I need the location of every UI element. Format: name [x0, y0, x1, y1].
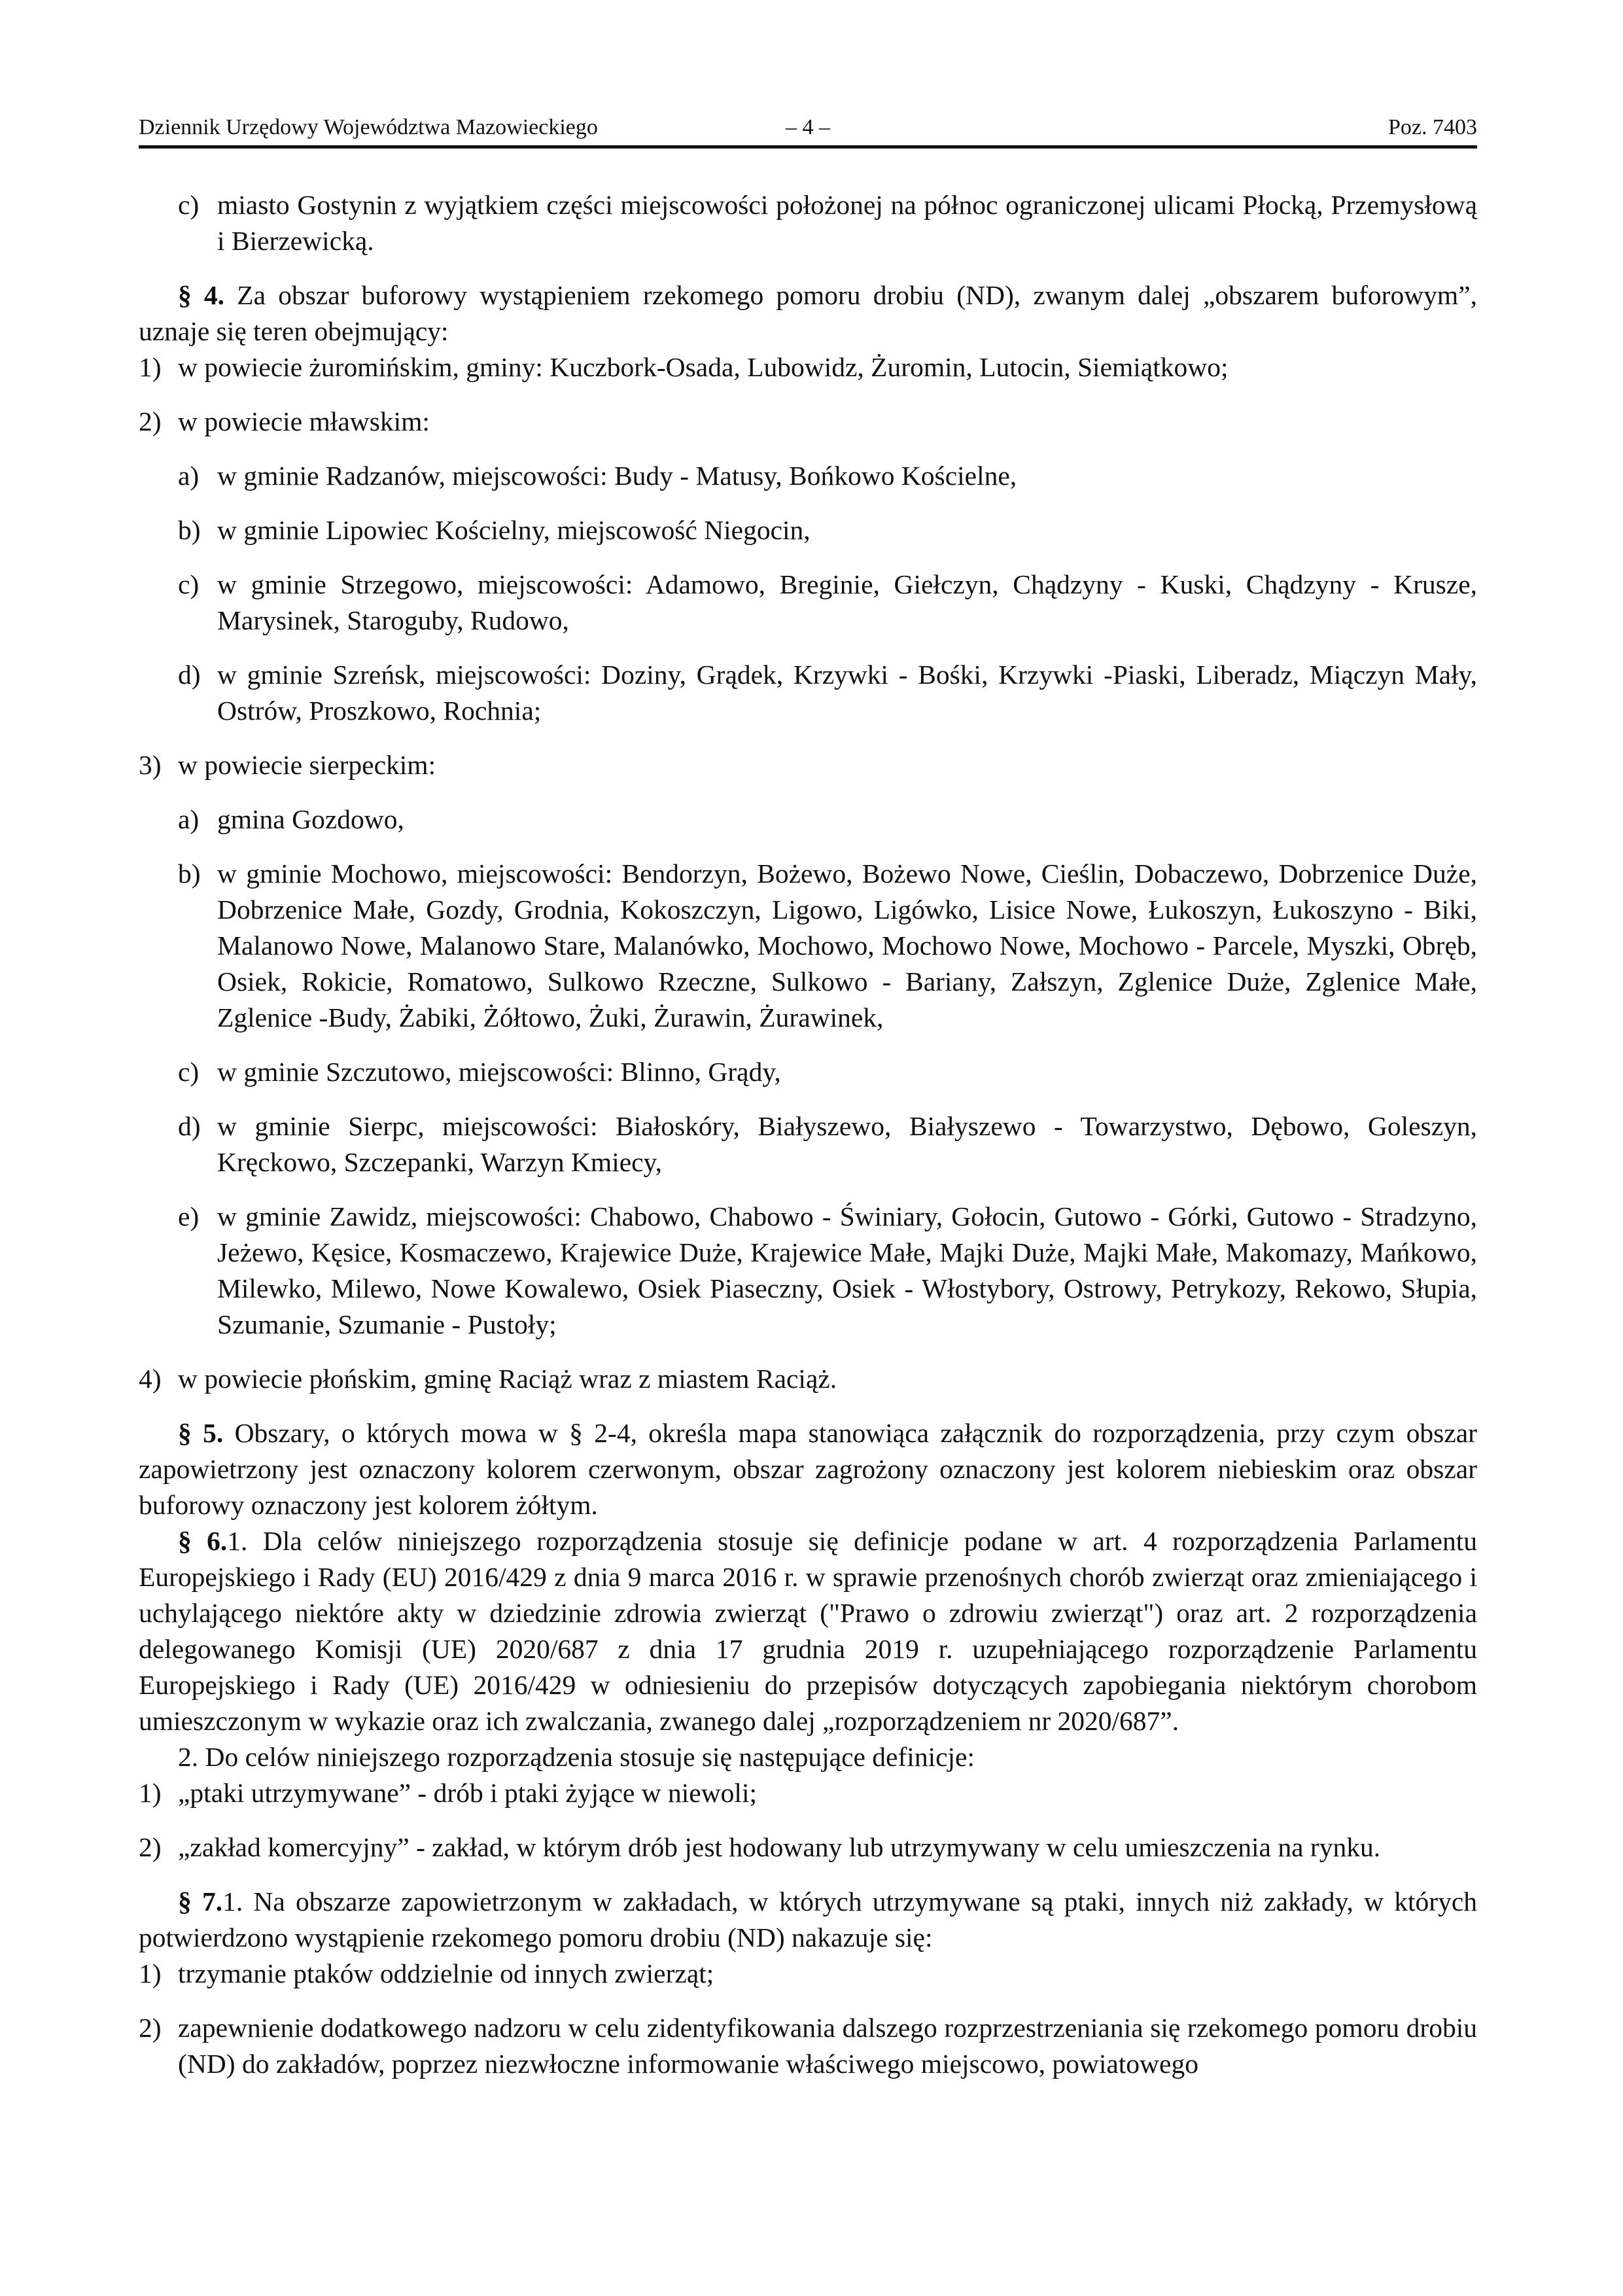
list-item-text: w gminie Radzanów, miejscowości: Budy - Matusy, Bońkowo Kościelne,	[217, 461, 1017, 491]
list-item	[139, 2010, 1477, 2082]
list-item-text: w powiecie sierpeckim:	[178, 750, 436, 780]
list-item-label: a)	[178, 461, 200, 491]
document-body	[139, 187, 1477, 2100]
list-item-text: gmina Gozdowo,	[217, 804, 404, 834]
list-item-text: w powiecie płońskim, gminę Raciąż wraz z miastem Raciąż.	[178, 1364, 837, 1394]
paragraph-s5	[139, 1415, 1477, 1523]
list-item-text: „ptaki utrzymywane” - drób i ptaki żyjące w niewoli;	[178, 1778, 758, 1808]
list-item-label: 2)	[139, 1832, 162, 1862]
list-item-label: a)	[178, 804, 200, 834]
paragraph-s6	[139, 1523, 1477, 1739]
paragraph-s4	[139, 277, 1477, 349]
list-item	[139, 567, 1477, 639]
list-item-text: w powiecie mławskim:	[178, 406, 430, 436]
list-item-label: 1)	[139, 352, 162, 382]
list-item-text: „zakład komercyjny” - zakład, w którym drób jest hodowany lub utrzymywany w celu umieszczenia na rynku.	[178, 1832, 1381, 1862]
list-item-label: c)	[178, 190, 200, 220]
page-number: – 4 –	[786, 115, 830, 139]
list-item-text: w gminie Szreńsk, miejscowości: Doziny, Grądek, Krzywki - Bośki, Krzywki -Piaski, Liberadz, Miączyn Mały, Ostrów, Proszkowo, Rochnia;	[217, 660, 1477, 726]
list-item-text: trzymanie ptaków oddzielnie od innych zwierząt;	[178, 1958, 714, 1988]
list-item-text: w gminie Sierpc, miejscowości: Białoskóry, Białyszewo, Białyszewo - Towarzystwo, Dębowo, Goleszyn, Kręckowo, Szczepanki, Warzyn Kmiecy,	[217, 1111, 1477, 1177]
list-item	[139, 856, 1477, 1036]
list-item	[139, 187, 1477, 259]
list-item	[139, 404, 1477, 440]
paragraph-s6-2: 2. Do celów niniejszego rozporządzenia stosuje się następujące definicje:	[178, 1742, 975, 1772]
list-item-label: e)	[178, 1201, 200, 1231]
list-item-label: b)	[178, 515, 201, 545]
list-item	[139, 802, 1477, 838]
list-item-label: d)	[178, 1111, 201, 1141]
page-header	[139, 110, 1477, 149]
section-mark: § 7.	[178, 1886, 223, 1916]
journal-title: Dziennik Urzędowy Województwa Mazowieckiego	[139, 115, 598, 139]
list-item	[139, 1956, 1477, 1992]
list-item	[139, 1361, 1477, 1397]
list-item	[139, 458, 1477, 494]
list-item	[139, 1054, 1477, 1090]
list-item	[139, 512, 1477, 548]
list-item-label: 1)	[139, 1778, 162, 1808]
list-item-text: w gminie Lipowiec Kościelny, miejscowość Niegocin,	[217, 515, 811, 545]
list-item-text: w powiecie żuromińskim, gminy: Kuczbork-Osada, Lubowidz, Żuromin, Lutocin, Siemiątkowo;	[178, 352, 1229, 382]
list-item	[139, 1108, 1477, 1180]
paragraph-s7	[139, 1884, 1477, 1956]
list-item-label: d)	[178, 660, 201, 690]
list-item	[139, 1199, 1477, 1343]
list-item	[139, 1775, 1477, 1811]
list-item-label: 1)	[139, 1958, 162, 1988]
position-number: Poz. 7403	[1388, 115, 1477, 139]
section-text: 1. Dla celów niniejszego rozporządzenia stosuje się definicje podane w art. 4 rozporządzenia Parlamentu Europejskiego i Rady (EU) 2016/429 z dnia 9 marca 2016 r. w sprawie przenośnych chorób zwierząt oraz zmieniającego i uchylającego niektóre akty w dziedzinie zdrowia zwierząt ("Prawo o zdrowiu zwierząt") oraz art. 2 rozporządzenia delegowanego Komisji (UE) 2020/687 z dnia 17 grudnia 2019 r. uzupełniającego rozporządzenie Parlamentu Europejskiego i Rady (UE) 2016/429 w odniesieniu do przepisów dotyczących zapobiegania niektórym chorobom umieszczonym w wykazie oraz ich zwalczania, zwanego dalej „rozporządzeniem nr 2020/687”.	[139, 1526, 1477, 1736]
list-item-label: c)	[178, 569, 200, 599]
section-text: Za obszar buforowy wystąpieniem rzekomego pomoru drobiu (ND), zwanym dalej „obszarem buforowym”, uznaje się teren obejmujący:	[139, 280, 1477, 346]
list-item-label: 3)	[139, 750, 162, 780]
section-text: 1. Na obszarze zapowietrzonym w zakładach, w których utrzymywane są ptaki, innych niż zakłady, w których potwierdzono wystąpienie rzekomego pomoru drobiu (ND) nakazuje się:	[139, 1886, 1478, 1952]
list-item-text: w gminie Zawidz, miejscowości: Chabowo, Chabowo - Świniary, Gołocin, Gutowo - Górki, Gutowo - Stradzyno, Jeżewo, Kęsice, Kosmaczewo, Krajewice Duże, Krajewice Małe, Majki Duże, Majki Małe, Makomazy, Mańkowo, Milewko, Milewo, Nowe Kowalewo, Osiek Piaseczny, Osiek - Włostybory, Ostrowy, Petrykozy, Rekowo, Słupia, Szumanie, Szumanie - Pustoły;	[217, 1201, 1477, 1339]
section-mark: § 5.	[178, 1418, 224, 1448]
list-item-text: w gminie Szczutowo, miejscowości: Blinno, Grądy,	[217, 1057, 781, 1087]
section-text: Obszary, o których mowa w § 2-4, określa mapa stanowiąca załącznik do rozporządzenia, przy czym obszar zapowietrzony jest oznaczony kolorem czerwonym, obszar zagrożony oznaczony jest kolorem niebieskim oraz obszar buforowy oznaczony jest kolorem żółtym.	[139, 1418, 1477, 1520]
list-item-label: 2)	[139, 2013, 162, 2043]
list-item-text: zapewnienie dodatkowego nadzoru w celu zidentyfikowania dalszego rozprzestrzeniania się rzekomego pomoru drobiu (ND) do zakładów, poprzez niezwłoczne informowanie właściwego miejscowo, powiatowego	[178, 2013, 1477, 2079]
section-mark: § 6.	[178, 1526, 228, 1556]
list-item-label: 4)	[139, 1364, 162, 1394]
section-mark: § 4.	[178, 280, 225, 310]
list-item-text: miasto Gostynin z wyjątkiem części miejscowości położonej na północ ograniczonej ulicami Płocką, Przemysłową i Bierzewicką.	[217, 190, 1477, 256]
list-item-label: 2)	[139, 406, 162, 436]
list-item	[139, 657, 1477, 729]
list-item	[139, 747, 1477, 783]
list-item	[139, 349, 1477, 385]
list-item-label: b)	[178, 858, 201, 889]
list-item	[139, 1829, 1477, 1865]
list-item-text: w gminie Strzegowo, miejscowości: Adamowo, Breginie, Giełczyn, Chądzyny - Kuski, Chądzyny - Krusze, Marysinek, Staroguby, Rudowo,	[217, 569, 1477, 635]
list-item-label: c)	[178, 1057, 200, 1087]
list-item-text: w gminie Mochowo, miejscowości: Bendorzyn, Bożewo, Bożewo Nowe, Cieślin, Dobaczewo, Dobrzenice Duże, Dobrzenice Małe, Gozdy, Grodnia, Kokoszczyn, Ligowo, Ligówko, Lisice Nowe, Łukoszyn, Łukoszyno - Biki, Malanowo Nowe, Malanowo Stare, Malanówko, Mochowo, Mochowo Nowe, Mochowo - Parcele, Myszki, Obręb, Osiek, Rokicie, Romatowo, Sulkowo Rzeczne, Sulkowo - Bariany, Załszyn, Zglenice Duże, Zglenice Małe, Zglenice -Budy, Żabiki, Żółtowo, Żuki, Żurawin, Żurawinek,	[217, 858, 1477, 1033]
